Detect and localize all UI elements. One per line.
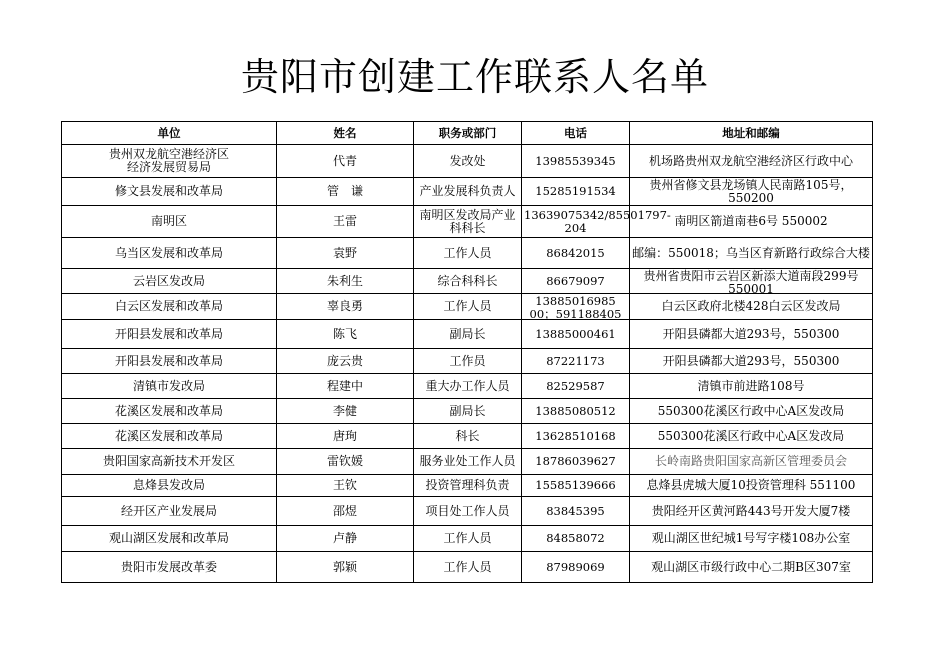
- cell-position-text: 投资管理科负责: [425, 478, 510, 492]
- cell-name: [277, 449, 414, 475]
- cell-phone-text: 15585139666: [535, 478, 616, 492]
- cell-name: [277, 206, 414, 238]
- cell-position-text: 重大办工作人员: [425, 378, 510, 393]
- cell-name: [277, 145, 414, 178]
- cell-address: [630, 424, 873, 449]
- cell-phone-text: 13628510168: [535, 428, 616, 443]
- cell-unit-text: 息烽县发改局: [132, 478, 205, 492]
- cell-name: [277, 424, 414, 449]
- cell-phone: [522, 424, 630, 449]
- cell-unit-text: 乌当区发展和改革局: [114, 245, 223, 260]
- cell-position-text: 产业发展科负责人: [419, 184, 516, 198]
- cell-name-text: 程建中: [326, 378, 363, 393]
- cell-address-text: 息烽县虎城大厦10投资管理科 551100: [646, 478, 856, 492]
- cell-name: [277, 497, 414, 526]
- table-row: [62, 526, 873, 552]
- cell-position-text: 副局长: [449, 326, 486, 341]
- cell-unit: [62, 526, 277, 552]
- header-name: 姓名: [277, 122, 414, 145]
- cell-position: [414, 526, 522, 552]
- header-address: 地址和邮编: [630, 122, 873, 145]
- cell-unit: [62, 349, 277, 374]
- cell-address-text: 长岭南路贵阳国家高新区管理委员会: [654, 454, 847, 468]
- cell-phone-text: 87221173: [546, 353, 605, 368]
- cell-position-text: 工作人员: [443, 559, 492, 574]
- cell-name-text: 雷钦媛: [326, 454, 363, 468]
- cell-name-text: 唐珣: [332, 428, 357, 443]
- cell-address-text: 观山湖区市级行政中心二期B区307室: [651, 559, 851, 574]
- cell-position: [414, 374, 522, 399]
- cell-address-text: 白云区政府北楼428白云区发改局: [661, 299, 841, 313]
- table-row: [62, 497, 873, 526]
- cell-unit-text: 白云区发展和改革局: [114, 299, 223, 313]
- cell-unit: [62, 552, 277, 583]
- cell-phone-text: 87989069: [546, 559, 605, 574]
- cell-address: [630, 294, 873, 320]
- cell-phone-text: 15285191534: [535, 184, 616, 198]
- cell-address: [630, 320, 873, 349]
- cell-unit: [62, 178, 277, 206]
- cell-phone-text: 13985539345: [535, 153, 616, 168]
- cell-name: [277, 294, 414, 320]
- cell-name: [277, 475, 414, 497]
- header-phone: 电话: [522, 122, 630, 145]
- cell-phone: [522, 374, 630, 399]
- table-row: [62, 374, 873, 399]
- table-row: [62, 349, 873, 374]
- cell-unit: [62, 374, 277, 399]
- cell-position-text: 综合科科长: [437, 273, 498, 288]
- cell-address: [630, 399, 873, 424]
- table-row: [62, 269, 873, 294]
- cell-unit-text: 贵阳国家高新技术开发区: [102, 454, 235, 468]
- cell-address-text: 贵州省修文县龙场镇人民南路105号，550200: [649, 177, 853, 205]
- header-position: 职务或部门: [414, 122, 522, 145]
- cell-address: [630, 238, 873, 269]
- cell-name: [277, 399, 414, 424]
- cell-address-text: 清镇市前进路108号: [697, 378, 805, 393]
- cell-position-text: 服务业处工作人员: [419, 454, 516, 468]
- cell-unit: [62, 269, 277, 294]
- cell-phone: [522, 145, 630, 178]
- cell-position: [414, 320, 522, 349]
- cell-unit-text: 开阳县发展和改革局: [114, 326, 223, 341]
- cell-unit-text: 花溪区发展和改革局: [114, 428, 223, 443]
- cell-address: [630, 449, 873, 475]
- cell-phone: [522, 178, 630, 206]
- cell-unit: [62, 320, 277, 349]
- cell-name-text: 王钦: [332, 478, 357, 492]
- cell-name: [277, 374, 414, 399]
- cell-position: [414, 449, 522, 475]
- cell-unit: [62, 294, 277, 320]
- cell-address-text: 机场路贵州双龙航空港经济区行政中心: [648, 153, 853, 168]
- cell-phone: [522, 475, 630, 497]
- cell-phone-text: 83845395: [546, 503, 605, 518]
- cell-unit-text: 观山湖区发展和改革局: [108, 531, 229, 545]
- cell-position-text: 工作人员: [443, 531, 492, 545]
- cell-phone: [522, 238, 630, 269]
- cell-address: [630, 552, 873, 583]
- cell-unit-text: 云岩区发改局: [132, 273, 205, 288]
- cell-unit: [62, 449, 277, 475]
- table-row: [62, 552, 873, 583]
- cell-address-text: 开阳县磷都大道293号，550300: [662, 326, 840, 341]
- cell-position: [414, 497, 522, 526]
- table-row: [62, 206, 873, 238]
- table-row: [62, 320, 873, 349]
- cell-position-text: 南明区发改局产业科科长: [419, 207, 516, 235]
- table-row: [62, 145, 873, 178]
- cell-name-text: 郭颖: [332, 559, 357, 574]
- cell-phone-text: 84858072: [546, 531, 605, 545]
- cell-name-text: 代青: [332, 153, 357, 168]
- cell-position: [414, 424, 522, 449]
- cell-address-text: 贵阳经开区黄河路443号开发大厦7楼: [651, 503, 851, 518]
- cell-name: [277, 552, 414, 583]
- cell-position: [414, 269, 522, 294]
- page-title: 贵阳市创建工作联系人名单: [240, 55, 709, 99]
- cell-phone: [522, 206, 671, 238]
- cell-unit: [62, 399, 277, 424]
- contact-table: [61, 121, 873, 583]
- cell-phone-text: 13885080512: [535, 403, 616, 418]
- cell-name: [277, 238, 414, 269]
- cell-unit: [62, 497, 277, 526]
- cell-name-text: 庞云贵: [326, 353, 363, 368]
- cell-position: [414, 475, 522, 497]
- cell-position: [414, 178, 522, 206]
- cell-position: [414, 206, 522, 238]
- cell-phone: [522, 552, 630, 583]
- cell-phone: [522, 294, 630, 320]
- cell-phone-text: 86679097: [546, 273, 605, 288]
- table-row: [62, 238, 873, 269]
- cell-phone: [522, 349, 630, 374]
- cell-name-text: 邵煜: [332, 503, 357, 518]
- cell-phone: [522, 399, 630, 424]
- cell-name-text: 朱利生: [326, 273, 363, 288]
- cell-name: [277, 269, 414, 294]
- cell-phone-text: 13639075342/85501797-204: [524, 207, 671, 235]
- cell-address-text: 贵州省贵阳市云岩区新添大道南段299号550001: [643, 268, 859, 296]
- cell-name-text: 管 谦: [326, 184, 363, 198]
- cell-position: [414, 294, 522, 320]
- cell-position: [414, 238, 522, 269]
- cell-unit-text: 开阳县发展和改革局: [114, 353, 223, 368]
- table-header-row: [62, 122, 873, 145]
- table-body: [62, 145, 873, 583]
- cell-address-text: 南明区箭道南巷6号 550002: [674, 214, 828, 228]
- cell-name-text: 卢静: [332, 531, 357, 545]
- table-row: [62, 449, 873, 475]
- cell-unit-text: 南明区: [150, 214, 187, 228]
- table-row: [62, 475, 873, 497]
- cell-position-text: 项目处工作人员: [425, 503, 510, 518]
- cell-position: [414, 349, 522, 374]
- cell-phone-text: 18786039627: [535, 454, 616, 468]
- cell-position: [414, 399, 522, 424]
- cell-unit: [62, 475, 277, 497]
- cell-position-text: 工作员: [449, 353, 486, 368]
- cell-unit-text: 修文县发展和改革局: [114, 184, 223, 198]
- cell-address: [630, 374, 873, 399]
- table-row: [62, 424, 873, 449]
- cell-address: [630, 497, 873, 526]
- cell-address: [630, 475, 873, 497]
- cell-phone-text: 82529587: [546, 378, 605, 393]
- header-unit: 单位: [62, 122, 277, 145]
- table-row: [62, 294, 873, 320]
- cell-name-text: 李健: [332, 403, 357, 418]
- cell-phone-text: 13885016985 00；591188405: [529, 293, 622, 321]
- cell-phone: [522, 497, 630, 526]
- cell-position: [414, 145, 522, 178]
- cell-address-text: 观山湖区世纪城1号写字楼108办公室: [651, 531, 851, 545]
- cell-unit: [62, 145, 277, 178]
- cell-address: [630, 178, 873, 206]
- cell-unit: [62, 424, 277, 449]
- cell-name-text: 辜良勇: [326, 299, 363, 313]
- cell-unit-text: 贵阳市发展改革委: [120, 559, 217, 574]
- cell-position-text: 工作人员: [443, 245, 492, 260]
- cell-address-text: 邮编：550018；乌当区育新路行政综合大楼: [632, 245, 870, 260]
- cell-address: [630, 145, 873, 178]
- cell-name-text: 袁野: [332, 245, 357, 260]
- cell-address-text: 开阳县磷都大道293号，550300: [662, 353, 840, 368]
- cell-name-text: 王雷: [332, 214, 357, 228]
- cell-address: [630, 526, 873, 552]
- cell-unit-text: 清镇市发改局: [132, 378, 205, 393]
- cell-unit: [62, 238, 277, 269]
- cell-phone-text: 13885000461: [535, 326, 616, 341]
- cell-position-text: 科长: [455, 428, 480, 443]
- cell-unit: [62, 206, 277, 238]
- cell-phone: [522, 269, 630, 294]
- cell-name: [277, 526, 414, 552]
- cell-address-text: 550300花溪区行政中心A区发改局: [657, 403, 845, 418]
- cell-address-text: 550300花溪区行政中心A区发改局: [657, 428, 845, 443]
- cell-phone-text: 86842015: [546, 245, 605, 260]
- cell-unit-text: 花溪区发展和改革局: [114, 403, 223, 418]
- cell-position-text: 发改处: [449, 153, 486, 168]
- cell-phone: [522, 526, 630, 552]
- cell-phone: [522, 320, 630, 349]
- cell-address: [630, 349, 873, 374]
- cell-name: [277, 349, 414, 374]
- cell-unit-text: 贵州双龙航空港经济区 经济发展贸易局: [108, 147, 229, 174]
- cell-name: [277, 178, 414, 206]
- cell-address: [630, 269, 873, 294]
- cell-position-text: 副局长: [449, 403, 486, 418]
- table-row: [62, 399, 873, 424]
- cell-phone: [522, 449, 630, 475]
- cell-position-text: 工作人员: [443, 299, 492, 313]
- cell-unit-text: 经开区产业发展局: [120, 503, 217, 518]
- cell-name: [277, 320, 414, 349]
- table-row: [62, 178, 873, 206]
- cell-name-text: 陈飞: [332, 326, 357, 341]
- cell-position: [414, 552, 522, 583]
